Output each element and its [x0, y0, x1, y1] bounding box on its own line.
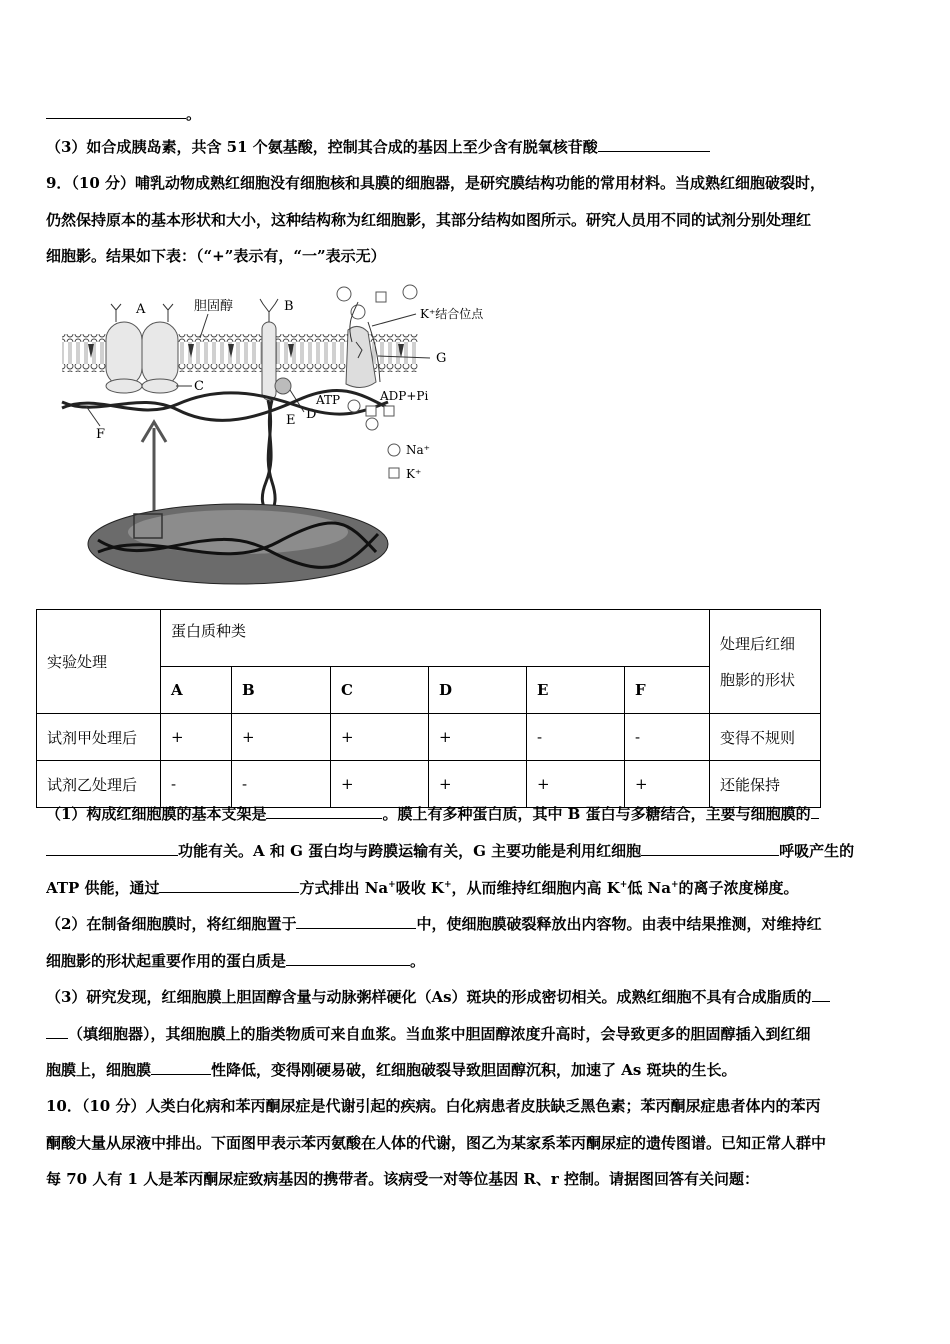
na-ion-5	[366, 418, 378, 430]
header-treatment: 实验处理	[37, 610, 161, 714]
label-g: G	[436, 351, 447, 366]
answer-blank[interactable]	[641, 841, 779, 856]
table-cell: -	[232, 761, 331, 808]
q10-line1: 10．（10 分）人类白化病和苯丙酮尿症是代谢引起的疾病。白化病患者皮肤缺乏黑色素；苯丙酮尿症患者体内的苯丙	[46, 1097, 821, 1115]
q9-part1-line1: （1）构成红细胞膜的基本支架是 。膜上有多种蛋白质，其中 B 蛋白与多糖结合，主要与细胞膜的	[46, 804, 908, 824]
protein-b	[262, 322, 276, 400]
table-cell: -	[625, 714, 710, 761]
label-f: F	[96, 427, 106, 442]
q9-intro-line1: 9．（10 分）哺乳动物成熟红细胞没有细胞核和具膜的细胞器，是研究膜结构功能的常用材料。当成熟红细胞破裂时，	[46, 174, 826, 192]
q10-line2: 酮酸大量从尿液中排出。下面图甲表示苯丙氨酸在人体的代谢，图乙为某家系苯丙酮尿症的遗传图谱。已知正常人群中	[46, 1134, 827, 1152]
label-c: C	[194, 379, 204, 394]
q9-part2-line1: （2）在制备细胞膜时，将红细胞置于 中，使细胞膜破裂释放出内容物。由表中结果推测，对维持红	[46, 915, 822, 933]
label-cholesterol: 胆固醇	[194, 299, 234, 314]
q9-part1-line2: 功能有关。A 和 G 蛋白均与跨膜运输有关，G 主要功能是利用红细胞 呼吸产生的	[46, 841, 908, 861]
label-b: B	[284, 299, 294, 314]
q9-intro-line2: 仍然保持原本的基本形状和大小，这种结构称为红细胞影，其部分结构如图所示。研究人员用不同的试剂分别处理红	[46, 211, 812, 229]
label-adp: ADP+Pi	[380, 389, 429, 403]
answer-blank[interactable]	[46, 1024, 68, 1039]
protein-col: C	[331, 667, 429, 714]
table-cell: +	[625, 761, 710, 808]
answer-blank[interactable]	[159, 878, 299, 893]
q9-part3-line3: 胞膜上，细胞膜 性降低，变得刚硬易破，红细胞破裂导致胆固醇沉积，加速了 As 斑块的生长。	[46, 1061, 737, 1079]
table-header-row	[37, 610, 821, 667]
legend-na-marker	[388, 444, 400, 456]
protein-c-left	[106, 379, 142, 393]
q9-intro-line3: 细胞影。结果如下表：（“+”表示有，“一”表示无）	[46, 247, 386, 265]
q9-part3-line1: （3）研究发现，红细胞膜上胆固醇含量与动脉粥样硬化（As）斑块的形成密切相关。成熟红细胞不具有合成脂质的	[46, 987, 908, 1007]
label-a: A	[136, 302, 146, 317]
row-shape: 变得不规则	[710, 714, 821, 761]
q9-part1-line3: ATP 供能，通过 方式排出 Na+吸收 K+，从而维持红细胞内高 K+低 Na+的离子浓度梯度。	[46, 879, 799, 897]
na-ion-1	[337, 287, 351, 301]
answer-blank[interactable]	[286, 951, 410, 966]
answer-blank[interactable]	[812, 987, 830, 1002]
answer-blank[interactable]	[811, 804, 819, 819]
answer-blank[interactable]	[151, 1060, 211, 1075]
header-protein: 蛋白质种类	[161, 610, 710, 667]
protein-col: D	[429, 667, 527, 714]
table-cell: +	[429, 714, 527, 761]
table-cell: -	[161, 761, 232, 808]
protein-a-right	[142, 322, 178, 386]
q9-part2-line2: 细胞影的形状起重要作用的蛋白质是 。	[46, 952, 426, 970]
label-k-site: K⁺结合位点	[420, 307, 484, 321]
label-atp: ATP	[316, 393, 341, 407]
protein-col: E	[527, 667, 625, 714]
answer-blank[interactable]	[46, 104, 186, 119]
membrane-svg	[58, 282, 508, 594]
protein-a-left	[106, 322, 142, 386]
row-label: 试剂甲处理后	[37, 714, 161, 761]
answer-blank[interactable]	[46, 841, 178, 856]
table-cell: +	[331, 761, 429, 808]
glycan-a2	[163, 304, 173, 322]
table-row	[37, 761, 821, 808]
zoom-arrow	[142, 422, 166, 512]
label-d: D	[306, 407, 317, 422]
legend-k: K⁺	[406, 467, 422, 481]
row-shape: 还能保持	[710, 761, 821, 808]
protein-col: A	[161, 667, 232, 714]
table-cell: +	[527, 761, 625, 808]
table-cell: +	[161, 714, 232, 761]
row-label: 试剂乙处理后	[37, 761, 161, 808]
q9-part3-line2: （填细胞器），其细胞膜上的脂类物质可来自血浆。当血浆中胆固醇浓度升高时，会导致更多的胆固醇插入到红细	[46, 1024, 908, 1044]
q8-part3: （3）如合成胰岛素，共含 51 个氨基酸，控制其合成的基因上至少含有脱氧核苷酸	[46, 137, 908, 157]
answer-blank[interactable]	[296, 914, 416, 929]
answer-blank[interactable]	[598, 137, 710, 152]
membrane-diagram	[58, 282, 508, 594]
q10-line3: 每 70 人有 1 人是苯丙酮尿症致病基因的携带者。该病受一对等位基因 R、r 控制。请据图回答有关问题：	[46, 1170, 760, 1188]
na-ion-4	[348, 400, 360, 412]
table-cell: +	[429, 761, 527, 808]
table-cell: +	[232, 714, 331, 761]
leader-f	[86, 406, 100, 426]
k-ion-1	[376, 292, 386, 302]
protein-c-right	[142, 379, 178, 393]
table-cell: +	[331, 714, 429, 761]
legend-k-marker	[389, 468, 399, 478]
legend-na: Na⁺	[406, 443, 430, 457]
label-e: E	[286, 413, 296, 428]
table-cell: -	[527, 714, 625, 761]
results-table	[36, 609, 821, 808]
leader-k-site	[372, 314, 416, 326]
protein-col: F	[625, 667, 710, 714]
q8-tail: 。	[46, 104, 908, 124]
na-ion-3	[403, 285, 417, 299]
table-row	[37, 714, 821, 761]
protein-col: B	[232, 667, 331, 714]
glycan-a1	[111, 304, 121, 322]
answer-blank[interactable]	[266, 804, 382, 819]
glycan-b	[260, 299, 278, 322]
k-ion-2	[366, 406, 376, 416]
protein-d	[275, 378, 291, 394]
k-ion-3	[384, 406, 394, 416]
header-shape: 处理后红细 胞影的形状	[710, 610, 821, 714]
